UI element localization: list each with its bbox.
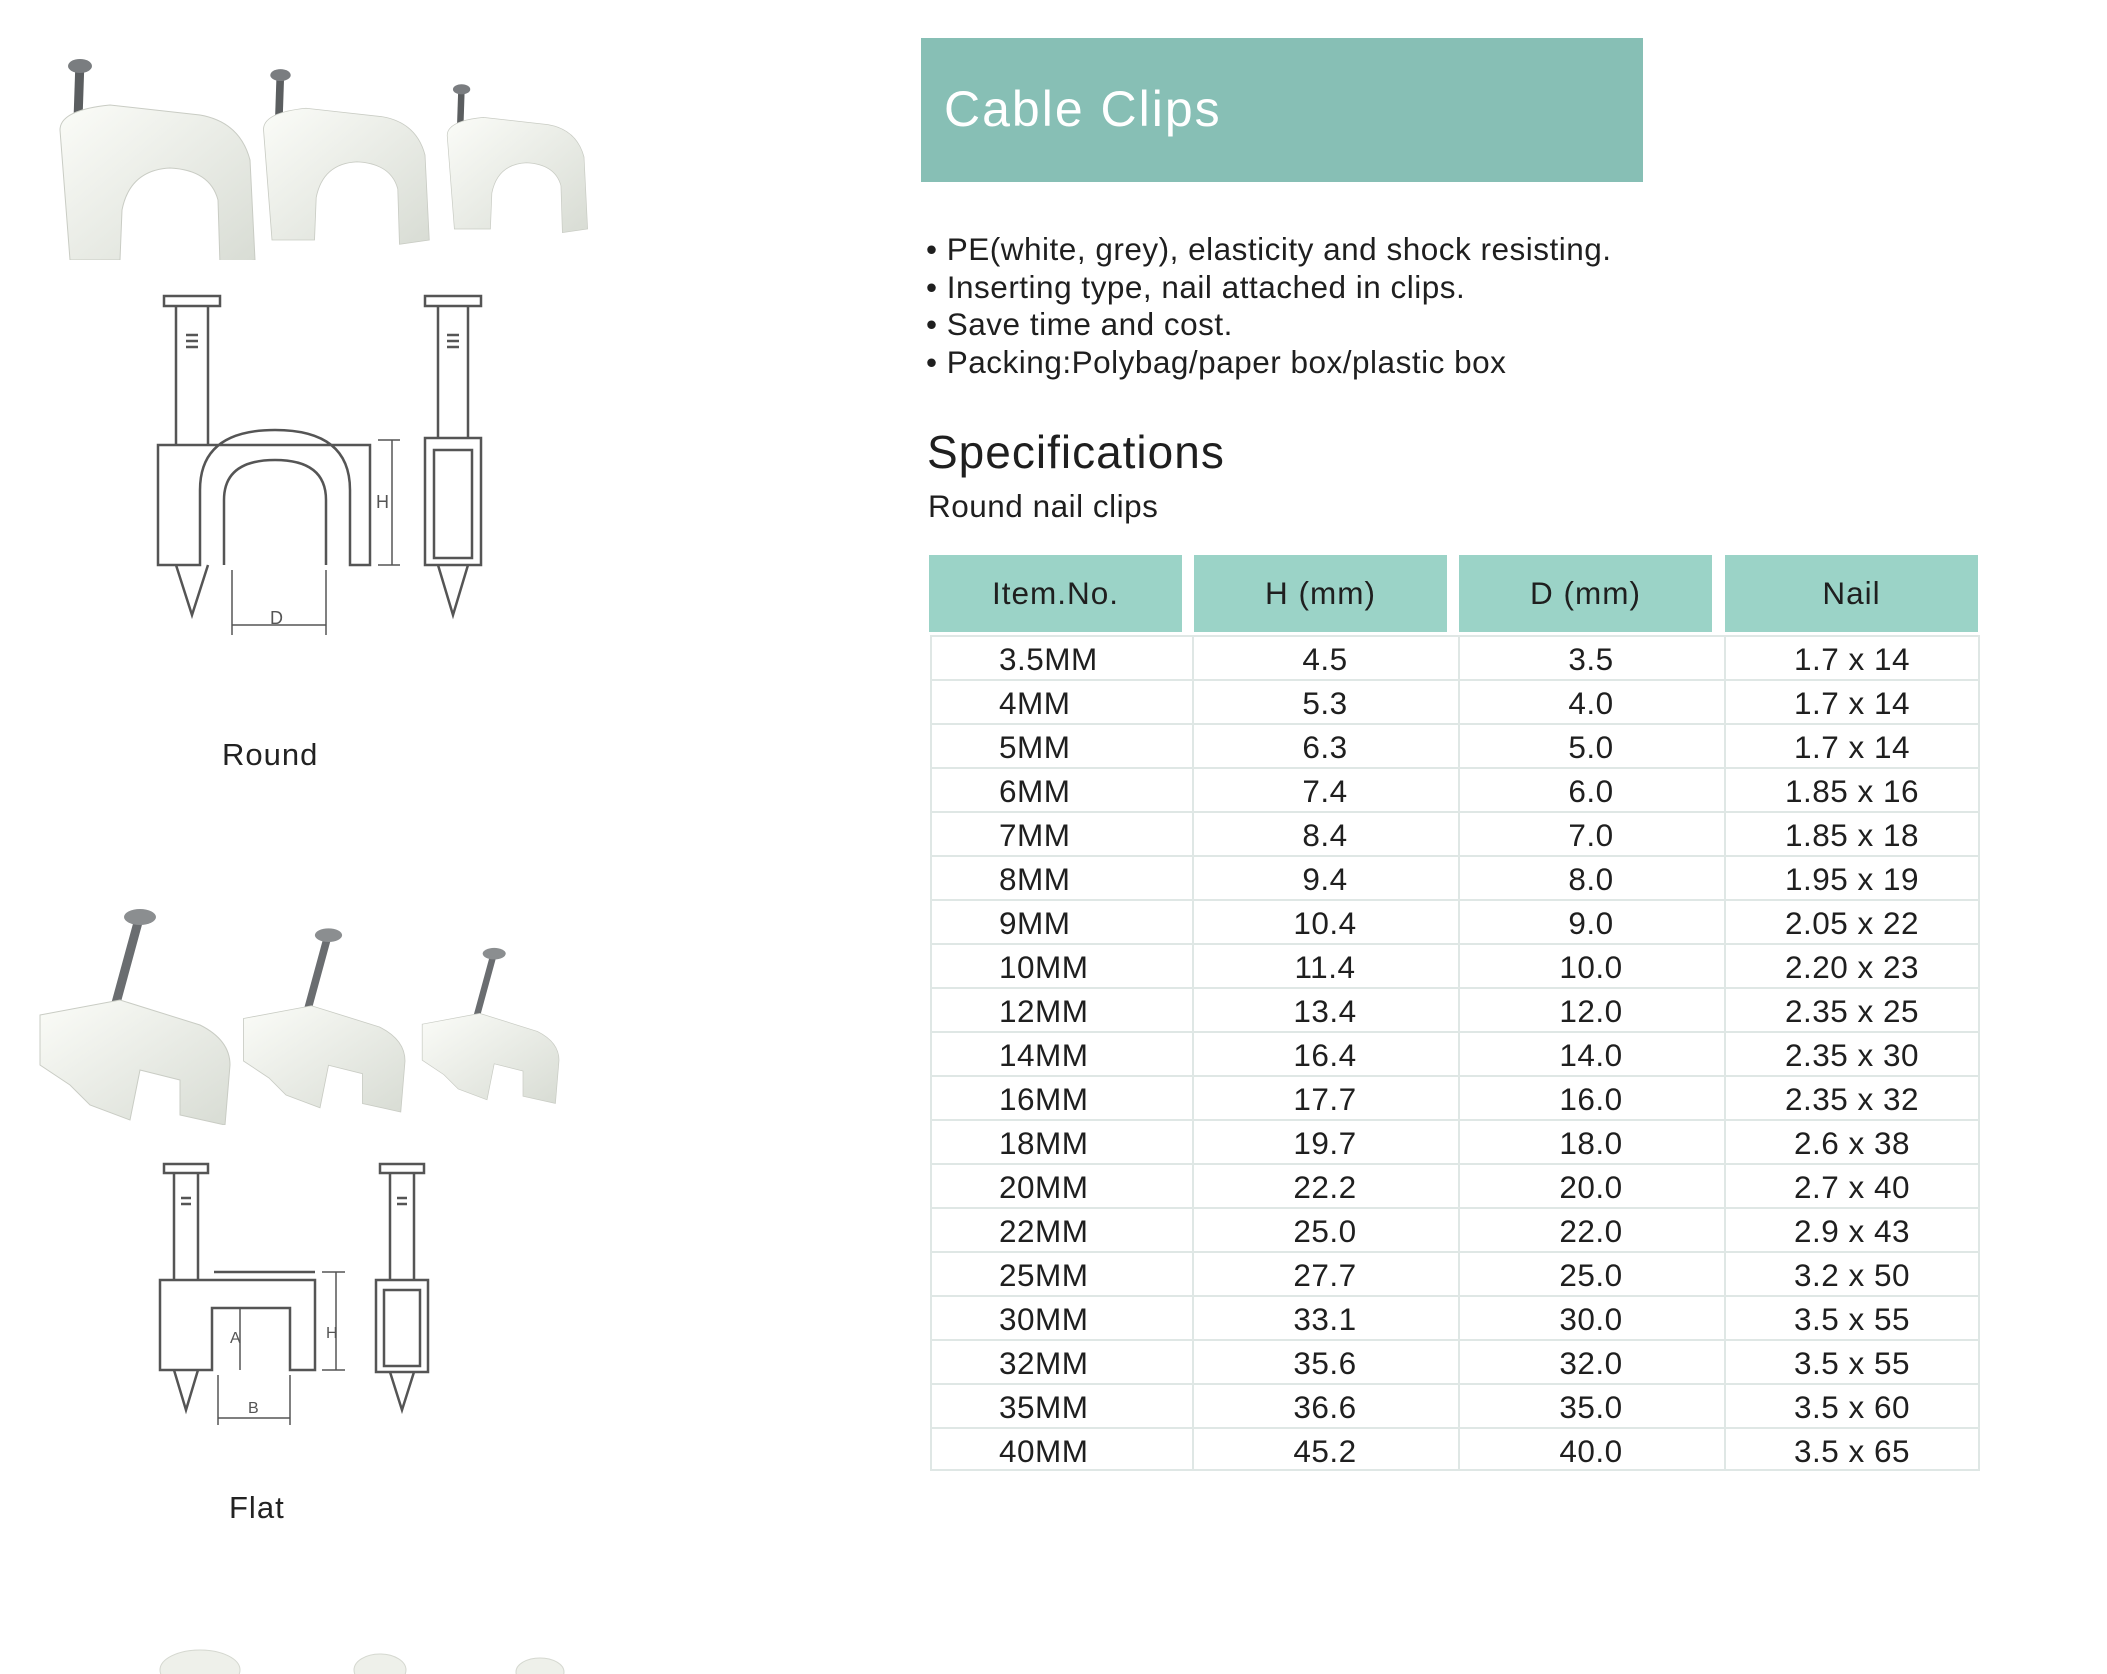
height-label: H — [376, 492, 389, 512]
cell-diameter: 10.0 — [1559, 949, 1623, 985]
column-header-item-no: Item.No. — [929, 555, 1182, 632]
cell-item-no: 40MM — [999, 1433, 1089, 1469]
table-row — [932, 945, 1978, 989]
cell-diameter: 40.0 — [1559, 1433, 1623, 1469]
cell-nail: 3.5 x 65 — [1793, 1433, 1911, 1469]
cell-diameter: 4.0 — [1568, 685, 1614, 721]
cell-item-no: 14MM — [999, 1037, 1089, 1073]
cell-diameter: 32.0 — [1559, 1345, 1623, 1381]
cell-diameter: 35.0 — [1559, 1389, 1623, 1425]
cell-nail: 3.5 x 55 — [1793, 1345, 1911, 1381]
column-header-height: H (mm) — [1194, 555, 1447, 632]
cell-nail: 3.5 x 60 — [1793, 1389, 1911, 1425]
cell-item-no: 8MM — [999, 861, 1071, 897]
cell-height: 17.7 — [1293, 1081, 1357, 1117]
cell-diameter: 8.0 — [1568, 861, 1614, 897]
cell-item-no: 20MM — [999, 1169, 1089, 1205]
cell-nail: 1.7 x 14 — [1793, 641, 1911, 677]
cell-diameter: 12.0 — [1559, 993, 1623, 1029]
cell-item-no: 35MM — [999, 1389, 1089, 1425]
column-header-nail: Nail — [1725, 555, 1978, 632]
table-row — [932, 1429, 1978, 1473]
cell-item-no: 30MM — [999, 1301, 1089, 1337]
cell-diameter: 22.0 — [1559, 1213, 1623, 1249]
diameter-label: D — [270, 608, 283, 628]
cell-item-no: 18MM — [999, 1125, 1089, 1161]
cell-diameter: 14.0 — [1559, 1037, 1623, 1073]
additional-clips-photo — [120, 1630, 580, 1674]
cell-height: 25.0 — [1293, 1213, 1357, 1249]
table-row — [932, 901, 1978, 945]
cell-height: 22.2 — [1293, 1169, 1357, 1205]
cell-diameter: 9.0 — [1568, 905, 1614, 941]
cell-height: 36.6 — [1293, 1389, 1357, 1425]
table-row — [932, 1297, 1978, 1341]
cell-item-no: 4MM — [999, 685, 1071, 721]
table-row — [932, 813, 1978, 857]
cell-height: 7.4 — [1302, 773, 1348, 809]
cell-nail: 2.6 x 38 — [1793, 1125, 1911, 1161]
table-row — [932, 637, 1978, 681]
cell-nail: 3.5 x 55 — [1793, 1301, 1911, 1337]
flat-clip-drawing — [150, 1160, 470, 1440]
cell-nail: 2.9 x 43 — [1793, 1213, 1911, 1249]
table-row — [932, 1209, 1978, 1253]
feature-list — [926, 231, 1612, 381]
round-clips-photo — [40, 40, 600, 260]
cell-nail: 2.05 x 22 — [1784, 905, 1920, 941]
cell-item-no: 25MM — [999, 1257, 1089, 1293]
column-header-diameter: D (mm) — [1459, 555, 1712, 632]
cell-diameter: 16.0 — [1559, 1081, 1623, 1117]
table-row — [932, 1121, 1978, 1165]
round-clip-drawing — [140, 290, 540, 650]
cell-nail: 2.35 x 25 — [1784, 993, 1920, 1029]
table-row — [932, 989, 1978, 1033]
cell-height: 13.4 — [1293, 993, 1357, 1029]
cell-height: 4.5 — [1302, 641, 1348, 677]
table-row — [932, 1341, 1978, 1385]
cell-item-no: 5MM — [999, 729, 1071, 765]
cell-diameter: 6.0 — [1568, 773, 1614, 809]
cell-diameter: 20.0 — [1559, 1169, 1623, 1205]
cell-height: 5.3 — [1302, 685, 1348, 721]
feature-item: • PE(white, grey), elasticity and shock resisting. — [926, 231, 1612, 269]
feature-item: • Inserting type, nail attached in clips. — [926, 269, 1612, 307]
cell-nail: 2.20 x 23 — [1784, 949, 1920, 985]
cell-nail: 3.2 x 50 — [1793, 1257, 1911, 1293]
cell-item-no: 16MM — [999, 1081, 1089, 1117]
flat-clips-photo — [25, 895, 585, 1125]
specifications-table — [930, 635, 1980, 1471]
cell-diameter: 25.0 — [1559, 1257, 1623, 1293]
cell-item-no: 32MM — [999, 1345, 1089, 1381]
feature-item: • Save time and cost. — [926, 306, 1612, 344]
cell-item-no: 7MM — [999, 817, 1071, 853]
feature-item: • Packing:Polybag/paper box/plastic box — [926, 344, 1612, 382]
page-title: Cable Clips — [944, 81, 1222, 137]
round-caption: Round — [222, 737, 319, 772]
specifications-subheading: Round nail clips — [928, 488, 1159, 524]
cell-item-no: 3.5MM — [999, 641, 1098, 677]
flat-caption: Flat — [229, 1490, 285, 1525]
cell-height: 27.7 — [1293, 1257, 1357, 1293]
cell-height: 11.4 — [1294, 949, 1356, 985]
table-row — [932, 1253, 1978, 1297]
table-row — [932, 1033, 1978, 1077]
cell-height: 9.4 — [1302, 861, 1348, 897]
table-row — [932, 769, 1978, 813]
cell-nail: 1.7 x 14 — [1793, 729, 1911, 765]
cell-height: 16.4 — [1293, 1037, 1357, 1073]
cell-item-no: 9MM — [999, 905, 1071, 941]
cell-nail: 1.85 x 16 — [1784, 773, 1920, 809]
cell-height: 8.4 — [1302, 817, 1348, 853]
cell-nail: 1.95 x 19 — [1784, 861, 1920, 897]
cell-nail: 2.35 x 32 — [1784, 1081, 1920, 1117]
specifications-heading: Specifications — [927, 426, 1225, 478]
cell-nail: 2.35 x 30 — [1784, 1037, 1920, 1073]
cell-diameter: 3.5 — [1568, 641, 1614, 677]
cell-height: 6.3 — [1302, 729, 1348, 765]
cell-height: 33.1 — [1293, 1301, 1357, 1337]
flat-height-label: H — [326, 1325, 338, 1342]
inner-height-label: A — [230, 1330, 241, 1347]
cell-item-no: 12MM — [999, 993, 1089, 1029]
cell-item-no: 22MM — [999, 1213, 1089, 1249]
cell-height: 10.4 — [1293, 905, 1357, 941]
table-row — [932, 1165, 1978, 1209]
cell-diameter: 18.0 — [1559, 1125, 1623, 1161]
table-row — [932, 681, 1978, 725]
cell-nail: 1.85 x 18 — [1784, 817, 1920, 853]
cell-height: 19.7 — [1293, 1125, 1357, 1161]
cell-height: 45.2 — [1293, 1433, 1357, 1469]
width-label: B — [248, 1400, 259, 1417]
cell-nail: 1.7 x 14 — [1793, 685, 1911, 721]
table-row — [932, 1385, 1978, 1429]
title-banner — [921, 38, 1643, 182]
cell-item-no: 6MM — [999, 773, 1071, 809]
table-row — [932, 725, 1978, 769]
cell-diameter: 30.0 — [1559, 1301, 1623, 1337]
cell-height: 35.6 — [1293, 1345, 1357, 1381]
cell-item-no: 10MM — [999, 949, 1089, 985]
table-row — [932, 857, 1978, 901]
cell-diameter: 5.0 — [1568, 729, 1614, 765]
cell-nail: 2.7 x 40 — [1793, 1169, 1911, 1205]
table-row — [932, 1077, 1978, 1121]
cell-diameter: 7.0 — [1568, 817, 1614, 853]
